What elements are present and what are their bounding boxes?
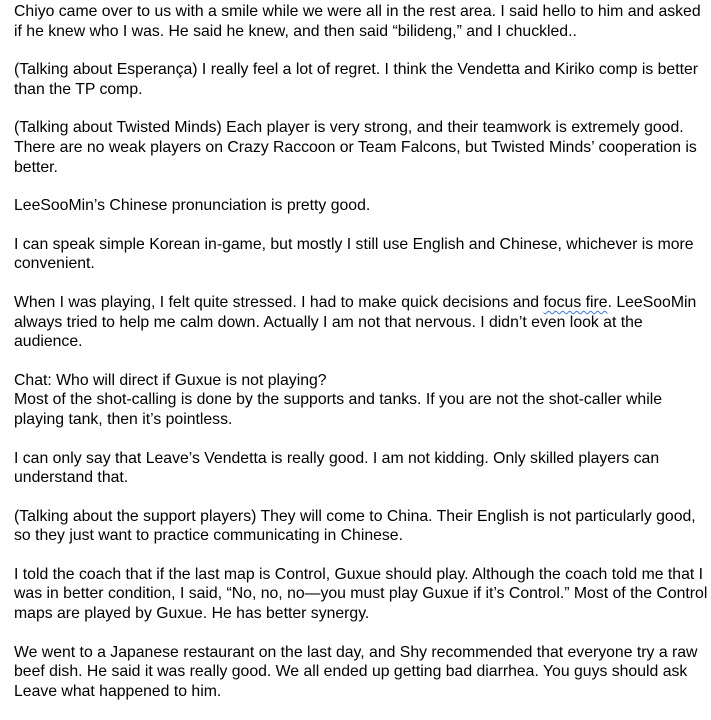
paragraph-stress (14, 293, 708, 352)
paragraph-leesoomin-chinese: LeeSooMin’s Chinese pronunciation is pretty good. (14, 197, 371, 215)
paragraph-stress-before: When I was playing, I felt quite stressed. I had to make quick decisions and (14, 293, 544, 311)
spellcheck-flagged-phrase[interactable]: focus fire (543, 293, 608, 311)
paragraph-leave-vendetta: I can only say that Leave’s Vendetta is really good. I am not kidding. Only skilled players can understand that. (14, 449, 660, 487)
document-body (14, 2, 708, 720)
paragraph-esperanca: (Talking about Esperança) I really feel a lot of regret. I think the Vendetta and Kiriko comp is better than the TP comp. (14, 61, 699, 98)
paragraph-stress-after: . LeeSooMin always tried to help me calm down. Actually I am not that nervous. I didn’t even look at the audience. (14, 293, 697, 351)
paragraph-control-map: I told the coach that if the last map is Control, Guxue should play. Although the coach told me that I was in better condition, I said, “No, no, no—you must play Guxue if it’s Control.” Most of the Control maps are played by Guxue. He has better synergy. (14, 565, 708, 623)
paragraph-rest-area: Chiyo came over to us with a smile while we were all in the rest area. I said hello to him and asked if he knew who I was. He said he knew, and then said “bilideng,” and I chuckled.. (14, 3, 701, 40)
paragraph-languages: I can speak simple Korean in-game, but mostly I still use English and Chinese, whichever is more convenient. (14, 235, 694, 273)
paragraph-shot-calling: Chat: Who will direct if Guxue is not playing? Most of the shot-calling is done by the supports and tanks. If you are not the shot-caller while playing tank, then it’s pointless. (14, 371, 663, 428)
paragraph-twisted-minds: (Talking about Twisted Minds) Each player is very strong, and their teamwork is extremely good. There are no weak players on Crazy Raccoon or Team Falcons, but Twisted Minds’ cooperation is better. (14, 119, 697, 176)
paragraph-restaurant: We went to a Japanese restaurant on the last day, and Shy recommended that everyone try a raw beef dish. He said it was really good. We all ended up getting bad diarrhea. You guys should ask Leave what happened to him. (14, 643, 698, 700)
paragraph-support-players: (Talking about the support players) They will come to China. Their English is not particularly good, so they just want to practice communicating in Chinese. (14, 507, 696, 545)
